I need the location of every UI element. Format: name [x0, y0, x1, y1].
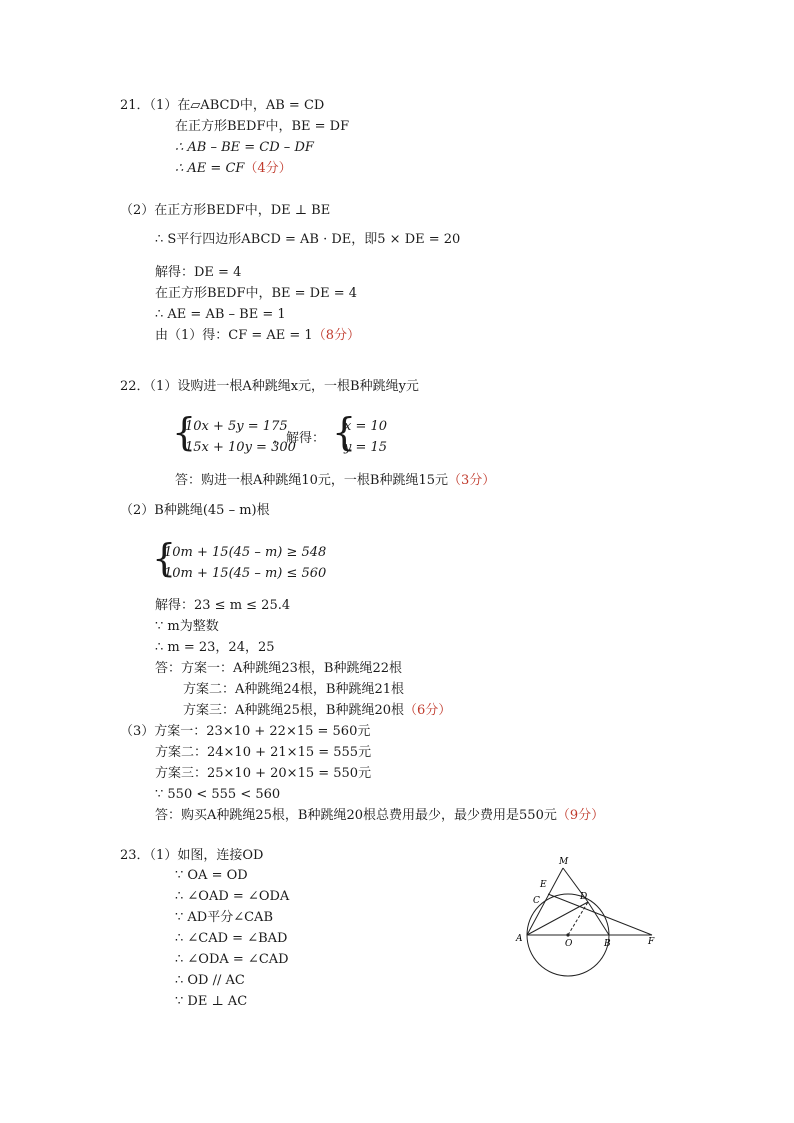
label-o: O: [565, 939, 573, 949]
q22-solution-brace: {: [332, 410, 357, 454]
q21-part2-line6: 由（1）得：CF = AE = 1（8分）: [155, 328, 360, 343]
q21-part2-line2: ∴ S平行四边形ABCD = AB · DE，即5 × DE = 20: [155, 232, 461, 247]
point-o: [566, 933, 569, 936]
q22-part1-answer: 答：购进一根A种跳绳10元，一根B种跳绳15元（3分）: [175, 473, 496, 488]
label-m: M: [559, 857, 569, 867]
q22-part3-line1: （3）方案一：23×10 + 22×15 = 560元: [120, 724, 371, 739]
q21-part1-line4: ∴ AE = CF（4分）: [175, 161, 292, 176]
q22-part1-score: （3分）: [448, 473, 496, 488]
q21-part1-line2: 在正方形BEDF中，BE = DF: [175, 119, 350, 134]
q22-part2-score: （6分）: [404, 703, 452, 718]
q22-solution-y: y = 15: [344, 440, 388, 455]
label-d: D: [580, 892, 588, 902]
q22-part2-line2: 解得：23 ≤ m ≤ 25.4: [155, 598, 291, 613]
q22-part3-line4: ∵ 550 < 555 < 560: [155, 787, 281, 802]
q21-part2-line3: 解得：DE = 4: [155, 265, 242, 280]
q23-line4: ∵ AD平分∠CAB: [175, 910, 273, 925]
q23-line7: ∴ OD // AC: [175, 973, 245, 988]
q22-part3-answer: 答：购买A种跳绳25根，B种跳绳20根总费用最少，最少费用是550元（9分）: [155, 808, 605, 823]
q21-part1-line1: 21．（1）在▱ABCD中，AB = CD: [120, 98, 325, 113]
q23-line8: ∵ DE ⊥ AC: [175, 994, 248, 1009]
q22-system1-eq2: 15x + 10y = 300: [185, 440, 296, 455]
q22-part3-line2: 方案二：24×10 + 21×15 = 555元: [155, 745, 372, 760]
q22-part2-line1: （2）B种跳绳(45 – m)根: [120, 503, 270, 518]
q21-part1-line3: ∴ AB – BE = CD – DF: [175, 140, 314, 155]
q21-part1-score: （4分）: [244, 161, 292, 176]
q23-line2: ∵ OA = OD: [175, 868, 248, 883]
q22-system2-brace: {: [152, 536, 177, 580]
q22-system1-brace: {: [172, 410, 197, 454]
q22-part1-line1: 22．（1）设购进一根A种跳绳x元，一根B种跳绳y元: [120, 379, 419, 394]
label-b: B: [604, 939, 611, 949]
label-e: E: [540, 880, 547, 890]
q22-part2-line4: ∴ m = 23，24，25: [155, 640, 275, 655]
q23-line1: 23．（1）如图，连接OD: [120, 848, 264, 863]
q21-part2-line5: ∴ AE = AB – BE = 1: [155, 307, 286, 322]
q21-part2-line4: 在正方形BEDF中，BE = DE = 4: [155, 286, 358, 301]
q23-line5: ∴ ∠CAD = ∠BAD: [175, 931, 288, 946]
label-a: A: [516, 934, 523, 944]
q22-part3-line3: 方案三：25×10 + 20×15 = 550元: [155, 766, 372, 781]
q22-solution-label: ，解得：: [273, 431, 326, 446]
q22-solution-x: x = 10: [344, 419, 388, 434]
q22-part2-line3: ∵ m为整数: [155, 619, 219, 634]
label-c: C: [533, 896, 540, 906]
q23-line6: ∴ ∠ODA = ∠CAD: [175, 952, 289, 967]
line-ef: [548, 894, 652, 935]
label-f: F: [648, 937, 655, 947]
q22-system1-eq1: 10x + 5y = 175: [185, 419, 288, 434]
q23-line3: ∴ ∠OAD = ∠ODA: [175, 889, 290, 904]
q22-part2-plan2: 方案二：A种跳绳24根，B种跳绳21根: [183, 682, 405, 697]
q22-system2-eq1: 10m + 15(45 – m) ≥ 548: [164, 545, 327, 560]
q22-part2-plan3: 方案三：A种跳绳25根，B种跳绳20根（6分）: [183, 703, 452, 718]
q22-part3-score: （9分）: [556, 808, 605, 823]
q22-system2-eq2: 10m + 15(45 – m) ≤ 560: [164, 566, 327, 581]
q21-part2-line1: （2）在正方形BEDF中，DE ⊥ BE: [120, 203, 331, 218]
q21-part2-score: （8分）: [312, 328, 360, 343]
q22-part2-plan1: 答：方案一：A种跳绳23根，B种跳绳22根: [155, 661, 403, 676]
